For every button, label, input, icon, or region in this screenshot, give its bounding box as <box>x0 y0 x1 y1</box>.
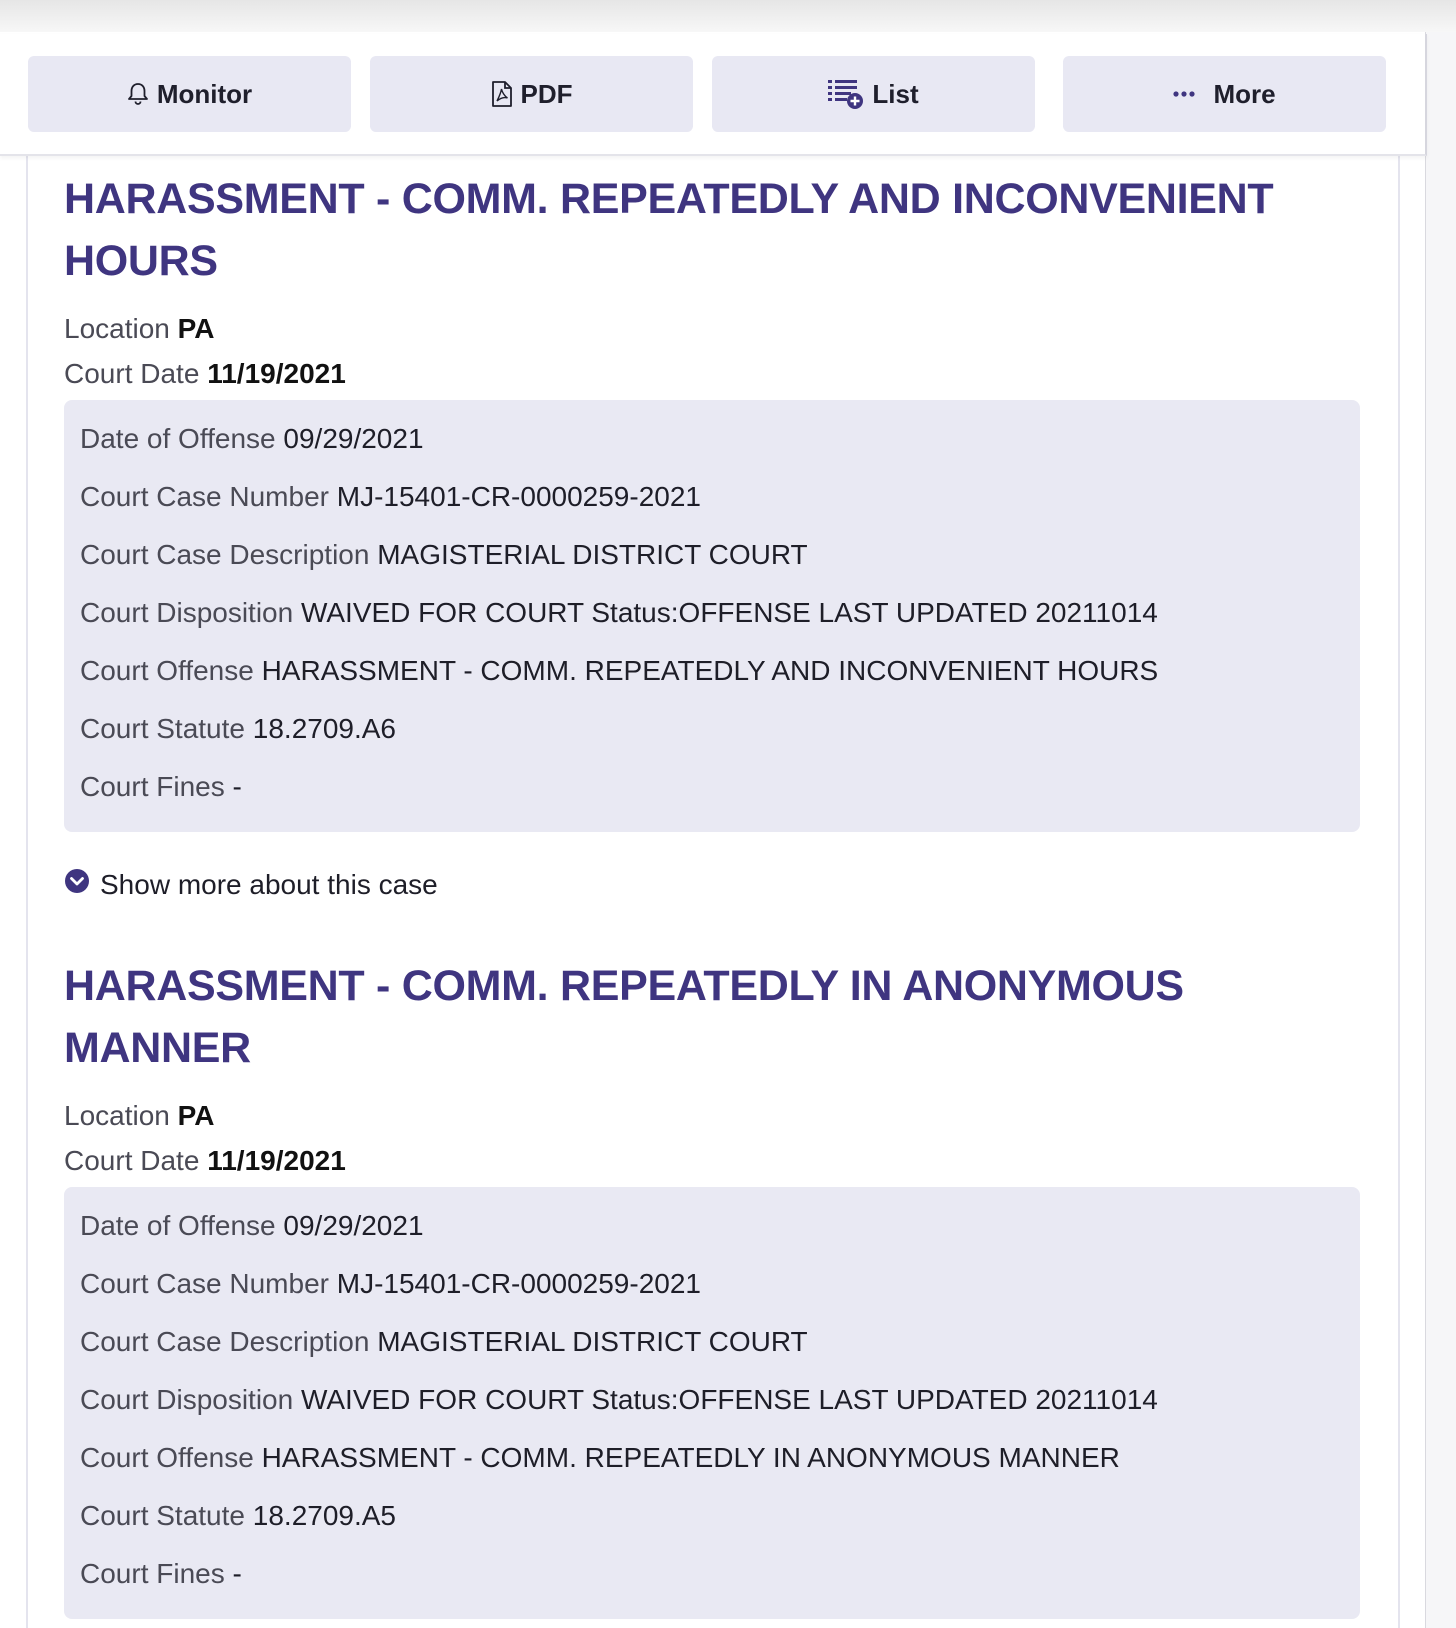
field-value: MJ-15401-CR-0000259-2021 <box>336 1268 701 1299</box>
pdf-button-label: PDF <box>520 78 573 109</box>
court-disposition-row <box>80 584 1344 642</box>
action-toolbar <box>0 34 1427 156</box>
field-label: Court Disposition <box>80 597 294 628</box>
more-button-label: More <box>1213 78 1276 109</box>
field-label: Court Disposition <box>80 1384 294 1415</box>
court-date-row <box>64 1138 1360 1183</box>
court-statute-row <box>80 1487 1344 1545</box>
field-label: Date of Offense <box>80 1210 276 1241</box>
field-label: Court Case Description <box>80 1326 370 1357</box>
location-value: PA <box>177 313 215 344</box>
field-label: Date of Offense <box>80 423 276 454</box>
right-gutter <box>1425 32 1456 1628</box>
field-value: MAGISTERIAL DISTRICT COURT <box>377 1326 808 1357</box>
court-date-label: Court Date <box>64 1145 200 1176</box>
court-case-number-row <box>80 1255 1344 1313</box>
court-date-label: Court Date <box>64 358 200 389</box>
top-shade <box>0 0 1456 32</box>
pdf-button[interactable] <box>370 56 693 132</box>
field-label: Court Statute <box>80 713 245 744</box>
field-value: - <box>232 1558 242 1589</box>
location-label: Location <box>64 1100 170 1131</box>
field-value: HARASSMENT - COMM. REPEATEDLY AND INCONVENIENT HOURS <box>261 655 1159 686</box>
location-label: Location <box>64 313 170 344</box>
monitor-button[interactable] <box>28 56 351 132</box>
field-label: Court Offense <box>80 655 254 686</box>
field-label: Court Statute <box>80 1500 245 1531</box>
case-details-panel <box>64 1187 1360 1619</box>
chevron-down-circle-icon <box>64 868 90 901</box>
court-date-value: 11/19/2021 <box>207 358 346 389</box>
court-offense-row <box>80 1429 1344 1487</box>
field-label: Court Fines <box>80 1558 225 1589</box>
list-button[interactable] <box>712 56 1035 132</box>
court-case-description-row <box>80 526 1344 584</box>
field-label: Court Case Number <box>80 481 329 512</box>
field-value: 09/29/2021 <box>283 1210 424 1241</box>
monitor-button-label: Monitor <box>156 78 253 109</box>
field-value: MJ-15401-CR-0000259-2021 <box>336 481 701 512</box>
case-entry <box>64 168 1360 901</box>
location-row <box>64 1093 1360 1138</box>
show-more-label: Show more about this case <box>100 868 438 900</box>
court-case-description-row <box>80 1313 1344 1371</box>
field-value: HARASSMENT - COMM. REPEATEDLY IN ANONYMOUS MANNER <box>261 1442 1120 1473</box>
field-label: Court Case Description <box>80 539 370 570</box>
field-value: 18.2709.A6 <box>252 713 397 744</box>
court-date-value: 11/19/2021 <box>207 1145 346 1176</box>
case-entry <box>64 955 1360 1619</box>
list-add-icon <box>828 78 864 110</box>
location-row <box>64 306 1360 351</box>
case-details-panel <box>64 400 1360 832</box>
list-button-label: List <box>872 78 919 109</box>
field-value: 09/29/2021 <box>283 423 424 454</box>
case-title: HARASSMENT - COMM. REPEATEDLY IN ANONYMOUS MANNER <box>64 962 1184 1072</box>
court-offense-row <box>80 642 1344 700</box>
field-label: Court Case Number <box>80 1268 329 1299</box>
court-disposition-row <box>80 1371 1344 1429</box>
date-of-offense-row <box>80 410 1344 468</box>
field-value: WAIVED FOR COURT Status:OFFENSE LAST UPDATED 20211014 <box>300 597 1158 628</box>
pdf-file-icon <box>491 81 513 107</box>
location-value: PA <box>177 1100 215 1131</box>
court-fines-row <box>80 1545 1344 1603</box>
field-label: Court Offense <box>80 1442 254 1473</box>
field-value: WAIVED FOR COURT Status:OFFENSE LAST UPDATED 20211014 <box>300 1384 1158 1415</box>
field-value: - <box>232 771 242 802</box>
court-case-number-row <box>80 468 1344 526</box>
court-statute-row <box>80 700 1344 758</box>
bell-icon <box>127 82 149 106</box>
more-dots-icon <box>1173 90 1195 98</box>
field-value: MAGISTERIAL DISTRICT COURT <box>377 539 808 570</box>
field-label: Court Fines <box>80 771 225 802</box>
court-fines-row <box>80 758 1344 816</box>
court-date-row <box>64 351 1360 396</box>
more-button[interactable] <box>1063 56 1386 132</box>
case-title: HARASSMENT - COMM. REPEATEDLY AND INCONVENIENT HOURS <box>64 175 1274 285</box>
field-value: 18.2709.A5 <box>252 1500 397 1531</box>
date-of-offense-row <box>80 1197 1344 1255</box>
show-more-link[interactable] <box>64 868 1360 901</box>
